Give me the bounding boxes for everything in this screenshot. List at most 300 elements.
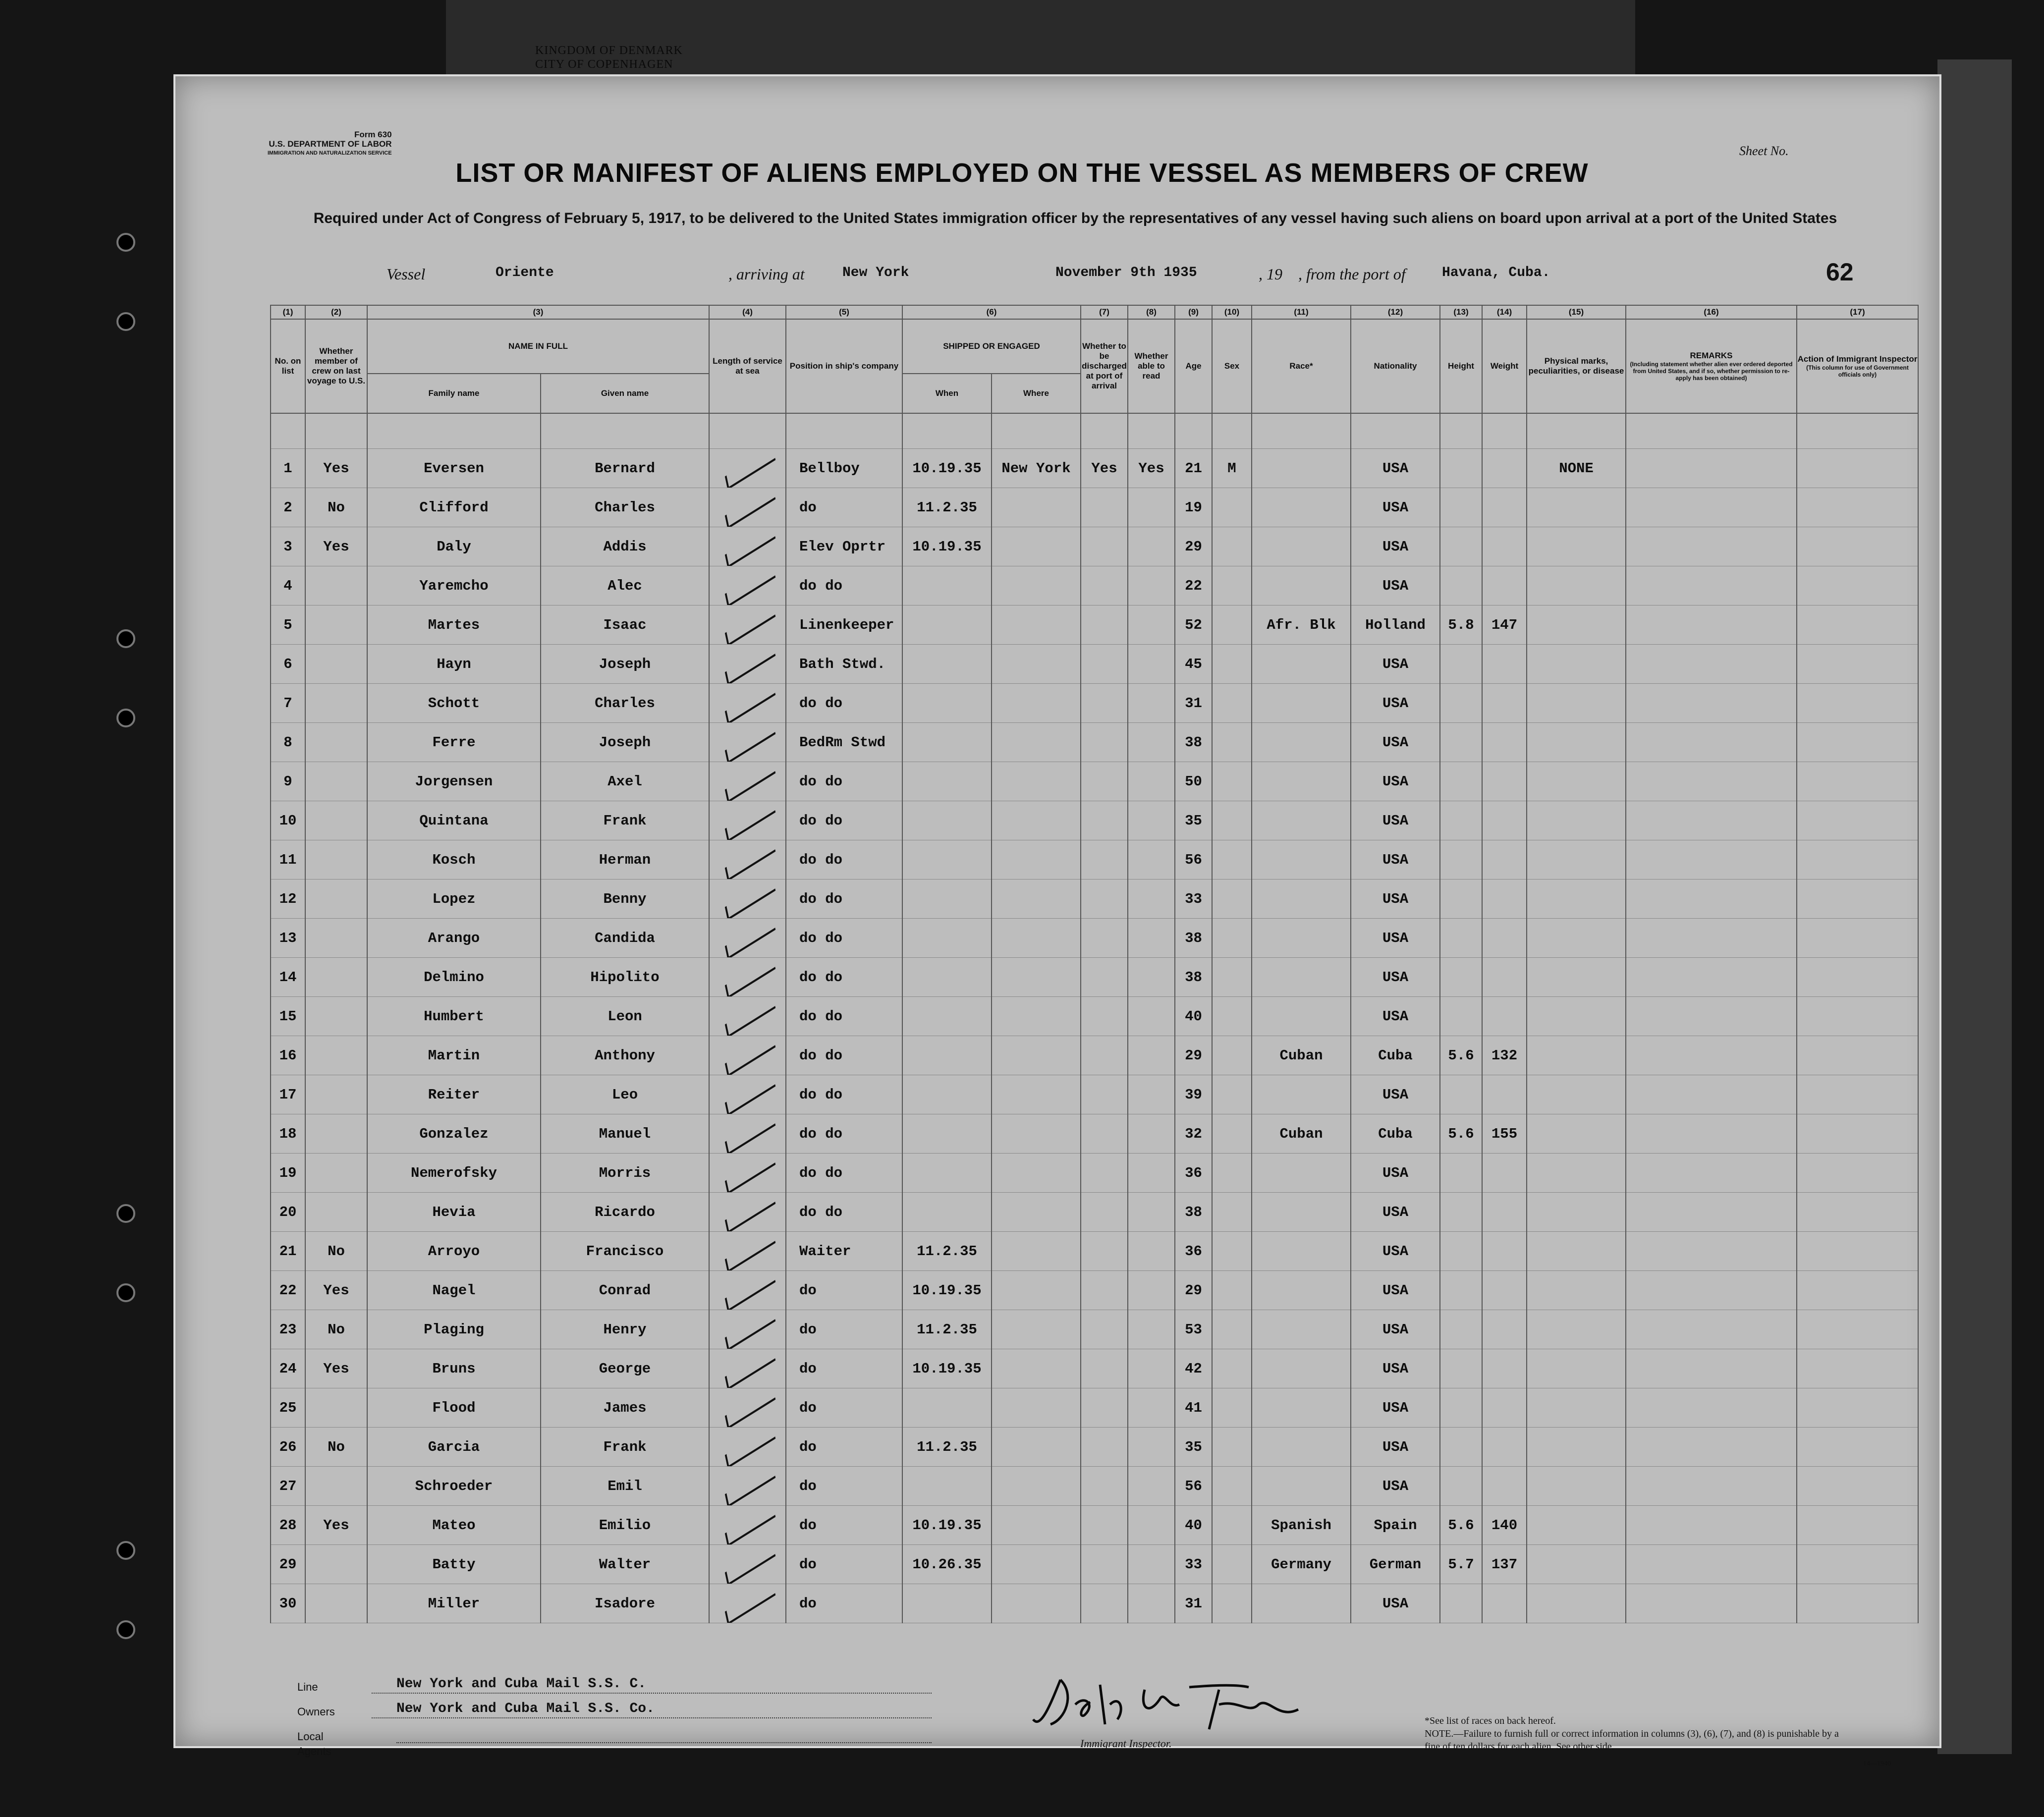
family-name: Quintana [367, 801, 541, 840]
weight [1482, 1388, 1527, 1428]
given-name: Hipolito [541, 958, 709, 997]
shipped-where [992, 801, 1081, 840]
table-row [271, 880, 1918, 919]
header-height: Height [1440, 319, 1482, 413]
weight: 137 [1482, 1545, 1527, 1584]
col-num: (15) [1527, 305, 1626, 319]
family-name: Reiter [367, 1075, 541, 1114]
owners-value: New York and Cuba Mail S.S. Co. [396, 1701, 655, 1716]
age: 39 [1175, 1075, 1212, 1114]
shipped-where [992, 1154, 1081, 1193]
age: 31 [1175, 684, 1212, 723]
table-row [271, 1232, 1918, 1271]
last-voyage: No [305, 1428, 367, 1467]
header-given-name: Given name [541, 374, 709, 413]
shipped-where [992, 1114, 1081, 1154]
remarks [1626, 1114, 1797, 1154]
row-number: 25 [271, 1388, 305, 1428]
shipped-when [902, 723, 992, 762]
able-to-read [1128, 880, 1175, 919]
discharged [1081, 566, 1128, 606]
physical-marks [1527, 1506, 1626, 1545]
inspector-action [1797, 1075, 1918, 1114]
shipped-where: New York [992, 449, 1081, 488]
table-row [271, 723, 1918, 762]
family-name: Yaremcho [367, 566, 541, 606]
given-name: Isadore [541, 1584, 709, 1623]
row-number: 14 [271, 958, 305, 997]
footnotes [1425, 1714, 1851, 1753]
shipped-when [902, 801, 992, 840]
remarks [1626, 1428, 1797, 1467]
weight [1482, 1193, 1527, 1232]
nationality: USA [1351, 1310, 1440, 1349]
family-name: Eversen [367, 449, 541, 488]
age: 19 [1175, 488, 1212, 527]
position: do [786, 1584, 902, 1623]
shipped-where [992, 1075, 1081, 1114]
height [1440, 997, 1482, 1036]
able-to-read [1128, 919, 1175, 958]
service-check [709, 1545, 786, 1584]
nationality: USA [1351, 566, 1440, 606]
race [1252, 762, 1351, 801]
row-number: 6 [271, 645, 305, 684]
age: 42 [1175, 1349, 1212, 1388]
given-name: Manuel [541, 1114, 709, 1154]
able-to-read [1128, 1506, 1175, 1545]
header-able-to-read: Whether able to read [1128, 319, 1175, 413]
physical-marks [1527, 488, 1626, 527]
height: 5.7 [1440, 1545, 1482, 1584]
row-number: 8 [271, 723, 305, 762]
table-row [271, 1193, 1918, 1232]
physical-marks [1527, 762, 1626, 801]
sex [1212, 1232, 1252, 1271]
family-name: Arroyo [367, 1232, 541, 1271]
position: do do [786, 801, 902, 840]
nationality: USA [1351, 919, 1440, 958]
discharged [1081, 723, 1128, 762]
shipped-when [902, 606, 992, 645]
row-number: 18 [271, 1114, 305, 1154]
remarks [1626, 762, 1797, 801]
shipped-where [992, 1349, 1081, 1388]
service-check [709, 488, 786, 527]
inspector-action [1797, 1036, 1918, 1075]
weight [1482, 684, 1527, 723]
height [1440, 645, 1482, 684]
last-voyage [305, 723, 367, 762]
remarks [1626, 566, 1797, 606]
given-name: Addis [541, 527, 709, 566]
shipped-where [992, 880, 1081, 919]
weight [1482, 1075, 1527, 1114]
race [1252, 1193, 1351, 1232]
film-edge [1937, 59, 2012, 1754]
position: do [786, 488, 902, 527]
able-to-read [1128, 1232, 1175, 1271]
from-label: , from the port of [1298, 265, 1406, 283]
last-voyage [305, 1036, 367, 1075]
inspector-action [1797, 801, 1918, 840]
table-row [271, 762, 1918, 801]
shipped-when [902, 684, 992, 723]
given-name: Axel [541, 762, 709, 801]
family-name: Hayn [367, 645, 541, 684]
sex [1212, 1310, 1252, 1349]
weight [1482, 1271, 1527, 1310]
given-name: Candida [541, 919, 709, 958]
row-number: 9 [271, 762, 305, 801]
discharged [1081, 527, 1128, 566]
row-number: 26 [271, 1428, 305, 1467]
shipped-where [992, 566, 1081, 606]
last-voyage: Yes [305, 1271, 367, 1310]
nationality: USA [1351, 527, 1440, 566]
position: do do [786, 1193, 902, 1232]
nationality: USA [1351, 762, 1440, 801]
position: Waiter [786, 1232, 902, 1271]
position: do [786, 1467, 902, 1506]
weight [1482, 645, 1527, 684]
last-voyage [305, 762, 367, 801]
row-number: 19 [271, 1154, 305, 1193]
remarks [1626, 1545, 1797, 1584]
weight [1482, 840, 1527, 880]
header-where: Where [992, 374, 1081, 413]
able-to-read [1128, 684, 1175, 723]
age: 56 [1175, 840, 1212, 880]
physical-marks [1527, 645, 1626, 684]
shipped-when: 10.19.35 [902, 1271, 992, 1310]
discharged [1081, 919, 1128, 958]
inspector-action [1797, 1584, 1918, 1623]
table-row [271, 449, 1918, 488]
col-num: (4) [709, 305, 786, 319]
shipped-where [992, 1584, 1081, 1623]
last-voyage [305, 1114, 367, 1154]
row-number: 29 [271, 1545, 305, 1584]
sex [1212, 723, 1252, 762]
last-voyage [305, 1584, 367, 1623]
position: Elev Oprtr [786, 527, 902, 566]
shipped-when [902, 1388, 992, 1428]
header-remarks [1626, 319, 1797, 413]
physical-marks [1527, 1584, 1626, 1623]
col-num: (16) [1626, 305, 1797, 319]
physical-marks [1527, 1349, 1626, 1388]
table-row [271, 958, 1918, 997]
row-number: 23 [271, 1310, 305, 1349]
discharged [1081, 880, 1128, 919]
discharged [1081, 1467, 1128, 1506]
weight [1482, 919, 1527, 958]
race [1252, 449, 1351, 488]
physical-marks [1527, 958, 1626, 997]
discharged [1081, 1349, 1128, 1388]
given-name: George [541, 1349, 709, 1388]
family-name: Martes [367, 606, 541, 645]
age: 38 [1175, 723, 1212, 762]
given-name: Joseph [541, 645, 709, 684]
race [1252, 919, 1351, 958]
discharged [1081, 1584, 1128, 1623]
nationality: USA [1351, 1388, 1440, 1428]
shipped-where [992, 1506, 1081, 1545]
service-check [709, 1428, 786, 1467]
discharged [1081, 1075, 1128, 1114]
last-voyage: No [305, 1232, 367, 1271]
able-to-read [1128, 1075, 1175, 1114]
family-name: Batty [367, 1545, 541, 1584]
table-row [271, 997, 1918, 1036]
shipped-where [992, 997, 1081, 1036]
discharged [1081, 1036, 1128, 1075]
shipped-where [992, 684, 1081, 723]
last-voyage [305, 566, 367, 606]
table-row [271, 1154, 1918, 1193]
sex [1212, 684, 1252, 723]
position: do do [786, 919, 902, 958]
row-number: 15 [271, 997, 305, 1036]
row-number: 27 [271, 1467, 305, 1506]
nationality: USA [1351, 449, 1440, 488]
sex [1212, 1388, 1252, 1428]
race: Afr. Blk [1252, 606, 1351, 645]
shipped-where [992, 762, 1081, 801]
shipped-where [992, 645, 1081, 684]
family-name: Arango [367, 919, 541, 958]
family-name: Bruns [367, 1349, 541, 1388]
able-to-read [1128, 1349, 1175, 1388]
inspector-action [1797, 997, 1918, 1036]
position: Linenkeeper [786, 606, 902, 645]
table-row [271, 684, 1918, 723]
race [1252, 1075, 1351, 1114]
age: 38 [1175, 958, 1212, 997]
col-num: (6) [902, 305, 1081, 319]
sex [1212, 997, 1252, 1036]
height [1440, 762, 1482, 801]
given-name: Benny [541, 880, 709, 919]
physical-marks [1527, 527, 1626, 566]
remarks [1626, 919, 1797, 958]
family-name: Gonzalez [367, 1114, 541, 1154]
binder-hole [116, 1541, 135, 1560]
physical-marks [1527, 1428, 1626, 1467]
table-row [271, 1584, 1918, 1623]
family-name: Ferre [367, 723, 541, 762]
age: 45 [1175, 645, 1212, 684]
remarks [1626, 1310, 1797, 1349]
family-name: Lopez [367, 880, 541, 919]
able-to-read [1128, 1467, 1175, 1506]
height [1440, 840, 1482, 880]
row-number: 24 [271, 1349, 305, 1388]
table-row [271, 1271, 1918, 1310]
shipped-where [992, 723, 1081, 762]
last-voyage: No [305, 488, 367, 527]
remarks [1626, 1193, 1797, 1232]
row-number: 17 [271, 1075, 305, 1114]
sex [1212, 488, 1252, 527]
service-check [709, 997, 786, 1036]
department-name: U.S. DEPARTMENT OF LABOR [269, 139, 392, 149]
family-name: Mateo [367, 1506, 541, 1545]
shipped-when [902, 958, 992, 997]
nationality: USA [1351, 801, 1440, 840]
race [1252, 840, 1351, 880]
weight [1482, 723, 1527, 762]
vessel-value: Oriente [496, 265, 554, 280]
shipped-when: 10.26.35 [902, 1545, 992, 1584]
kingdom-stamp [535, 44, 683, 71]
line-underline [372, 1693, 932, 1694]
header-family-name: Family name [367, 374, 541, 413]
able-to-read [1128, 1271, 1175, 1310]
col-num: (13) [1440, 305, 1482, 319]
vessel-label: Vessel [387, 265, 426, 283]
nationality: USA [1351, 723, 1440, 762]
sex [1212, 606, 1252, 645]
age: 35 [1175, 801, 1212, 840]
remarks [1626, 1075, 1797, 1114]
height [1440, 801, 1482, 840]
row-number: 20 [271, 1193, 305, 1232]
service-check [709, 801, 786, 840]
weight: 155 [1482, 1114, 1527, 1154]
table-row [271, 801, 1918, 840]
nationality: USA [1351, 1467, 1440, 1506]
given-name: James [541, 1388, 709, 1428]
nationality: USA [1351, 880, 1440, 919]
family-name: Humbert [367, 997, 541, 1036]
remarks [1626, 880, 1797, 919]
inspector-action [1797, 684, 1918, 723]
inspector-action [1797, 1388, 1918, 1428]
shipped-when [902, 762, 992, 801]
family-name: Delmino [367, 958, 541, 997]
sex [1212, 1154, 1252, 1193]
sex [1212, 1467, 1252, 1506]
inspector-action [1797, 880, 1918, 919]
inspector-action [1797, 1506, 1918, 1545]
last-voyage [305, 1154, 367, 1193]
discharged [1081, 1506, 1128, 1545]
nationality: USA [1351, 1154, 1440, 1193]
given-name: Walter [541, 1545, 709, 1584]
physical-marks [1527, 1310, 1626, 1349]
last-voyage [305, 1467, 367, 1506]
race [1252, 1584, 1351, 1623]
sex [1212, 919, 1252, 958]
race: Spanish [1252, 1506, 1351, 1545]
given-name: Leon [541, 997, 709, 1036]
remarks [1626, 840, 1797, 880]
page-number: 62 [1826, 258, 1854, 286]
service-check [709, 1271, 786, 1310]
row-number: 7 [271, 684, 305, 723]
position: do [786, 1506, 902, 1545]
shipped-where [992, 488, 1081, 527]
col-num: (7) [1081, 305, 1128, 319]
discharged [1081, 1271, 1128, 1310]
able-to-read [1128, 840, 1175, 880]
inspector-action [1797, 1232, 1918, 1271]
owners-underline [372, 1717, 932, 1718]
failure-note: NOTE.—Failure to furnish full or correct information in columns (3), (6), (7), and (8) is punishable by a fine of ten dollars for each alien. See other side. [1425, 1728, 1839, 1752]
inspector-action [1797, 840, 1918, 880]
service-check [709, 762, 786, 801]
age: 29 [1175, 1271, 1212, 1310]
nationality: USA [1351, 1075, 1440, 1114]
service-check [709, 1388, 786, 1428]
table-row [271, 1114, 1918, 1154]
able-to-read [1128, 997, 1175, 1036]
service-check [709, 1075, 786, 1114]
shipped-where [992, 840, 1081, 880]
row-number: 16 [271, 1036, 305, 1075]
age: 32 [1175, 1114, 1212, 1154]
binder-hole [116, 1283, 135, 1302]
discharged [1081, 958, 1128, 997]
service-check [709, 1349, 786, 1388]
binder-hole [116, 233, 135, 252]
discharged [1081, 1154, 1128, 1193]
shipped-where [992, 1388, 1081, 1428]
physical-marks [1527, 1036, 1626, 1075]
nationality: USA [1351, 488, 1440, 527]
position: do do [786, 880, 902, 919]
service-check [709, 566, 786, 606]
inspector-action [1797, 1154, 1918, 1193]
physical-marks [1527, 840, 1626, 880]
header-weight: Weight [1482, 319, 1527, 413]
able-to-read [1128, 1584, 1175, 1623]
sex [1212, 958, 1252, 997]
shipped-where [992, 1310, 1081, 1349]
position: do [786, 1349, 902, 1388]
row-number: 21 [271, 1232, 305, 1271]
shipped-when: 10.19.35 [902, 527, 992, 566]
service-check [709, 1506, 786, 1545]
shipped-when: 10.19.35 [902, 1506, 992, 1545]
family-name: Jorgensen [367, 762, 541, 801]
age: 33 [1175, 1545, 1212, 1584]
family-name: Garcia [367, 1428, 541, 1467]
height [1440, 1584, 1482, 1623]
col-num: (10) [1212, 305, 1252, 319]
position: do do [786, 958, 902, 997]
age: 36 [1175, 1232, 1212, 1271]
shipped-when [902, 1154, 992, 1193]
last-voyage [305, 645, 367, 684]
shipped-when: 10.19.35 [902, 1349, 992, 1388]
family-name: Clifford [367, 488, 541, 527]
header-physical-marks: Physical marks, peculiarities, or disease [1527, 319, 1626, 413]
table-row [271, 1467, 1918, 1506]
shipped-when [902, 1467, 992, 1506]
height [1440, 1193, 1482, 1232]
able-to-read [1128, 1114, 1175, 1154]
height [1440, 566, 1482, 606]
weight [1482, 1428, 1527, 1467]
discharged [1081, 1545, 1128, 1584]
agents-label: Local Agents [297, 1730, 331, 1758]
height [1440, 1075, 1482, 1114]
age: 29 [1175, 527, 1212, 566]
